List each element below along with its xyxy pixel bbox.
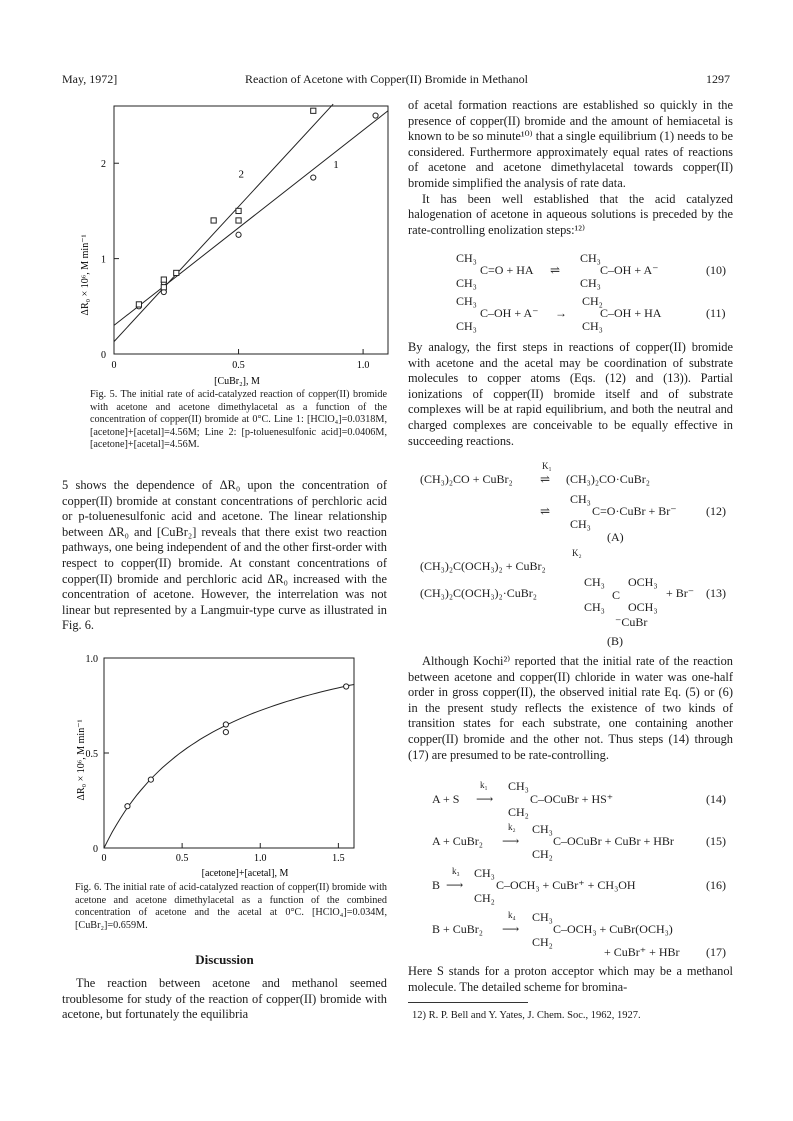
figure-6-chart [62, 650, 362, 880]
fig5-point-square [174, 270, 179, 275]
footnote-rule [408, 1002, 528, 1003]
eq11-right-mid: C–OH + HA [600, 306, 662, 320]
eq10-number: (10) [706, 263, 726, 277]
fig6-fit-curve [104, 685, 354, 849]
paragraph-halogenation: It has been well established that the acid catalyzed halogenation of acetone in aqueous solutions is preceded by the rate-controlling enolization steps:¹²⁾ [408, 191, 733, 237]
eq16-top: CH₃ [474, 866, 495, 880]
fig5-y-tick-label: 1 [101, 254, 106, 266]
eq12-constant: K₁ [542, 461, 552, 471]
eq13-top-left: CH₃ [584, 575, 605, 589]
fig5-x-tick-label: 1.0 [356, 360, 370, 371]
figure-5-chart [62, 100, 370, 400]
fig5-y-tick-label: 2 [101, 159, 106, 171]
header-title: Reaction of Acetone with Copper(II) Bromide in Methanol [245, 72, 528, 86]
right-column-bottom [408, 964, 733, 995]
left-column-bottom [62, 976, 387, 1023]
eq12-mid: C=O·CuBr + Br⁻ [592, 504, 677, 518]
fig5-point-square [161, 277, 166, 282]
eq17-lhs: B + CuBr₂ [432, 922, 483, 936]
eq17-second-line: + CuBr⁺ + HBr [604, 945, 680, 959]
eq14-top: CH₃ [508, 779, 529, 793]
fig5-x-axis-label: [CuBr₂], M [214, 376, 260, 387]
fig5-point-square [161, 285, 166, 290]
figure-6 [62, 650, 362, 885]
eq13-top-right: OCH₃ [628, 575, 658, 589]
eq15-number: (15) [706, 834, 726, 848]
fig6-point-circle [344, 684, 349, 689]
eq11-arrow: → [555, 306, 567, 320]
fig5-line-label-1: 1 [333, 159, 339, 171]
paragraph-analogy: By analogy, the first steps in reactions of copper(II) bromide with acetone and the acetal may be coordination of substrate molecules to copper atoms (Eqs. (12) and (13)). Partial ionizations of copper(II) bromide itself and of substrate complexes will be at rapid equilibrium, and both the neutral and charged complexes are conceivable to be equally effective in succeeding reactions. [408, 340, 733, 448]
figure-6-caption: Fig. 6. The initial rate of acid-catalyzed reaction of copper(II) bromide with acetone and acetone dimethylacetal as a function of the combined concentration of acetone and the acetal at 0°C. [HClO₄]=0.034M, [CuBr₂]=0.659M. [75, 882, 387, 931]
eq13-bromide: + Br⁻ [666, 586, 695, 600]
eq15-lhs: A + CuBr₂ [432, 834, 483, 848]
eq17-number: (17) [706, 945, 726, 959]
eq17-bot: CH₂ [532, 935, 553, 949]
eq11-right-top: CH₂ [582, 294, 603, 308]
eq16-mid: C–OCH₃ + CuBr⁺ + CH₃OH [496, 878, 636, 892]
eq15-constant: k₂ [508, 822, 516, 832]
paragraph-kochi: Although Kochi²⁾ reported that the initial rate of the reaction between acetone and copper(II) chloride in water was one-half order in gross copper(II), the observed initial rate Eq. (5) or (6) in the present study reflects the existence of two kinds of transition states for each substrate, one containing another copper(II) bromide and the other not. Thus steps (14) through (17) are presumed to be rate-controlling. [408, 654, 733, 762]
fig6-x-tick-label: 1.0 [254, 853, 267, 864]
fig6-data-points [125, 684, 349, 809]
fig5-y-axis-label: ΔR₀ × 10⁶, M min⁻¹ [80, 234, 91, 316]
fig5-point-circle [236, 232, 241, 237]
paragraph-proton-acceptor: Here S stands for a proton acceptor which may be a methanol molecule. The detailed scheme for bromina- [408, 964, 733, 994]
eq11-number: (11) [706, 306, 726, 320]
eq12-arrow-2: ⇌ [540, 504, 551, 518]
eq15-mid: C–OCuBr + CuBr + HBr [553, 834, 674, 848]
eq11-left-bot: CH₃ [456, 319, 477, 333]
eq14-mid: C–OCuBr + HS⁺ [530, 792, 614, 806]
fig6-y-axis-label: ΔR₀ × 10⁶, M min⁻¹ [76, 719, 87, 801]
fig5-point-circle [373, 113, 378, 118]
fig5-point-square [236, 218, 241, 223]
fig5-fit-line-2 [114, 104, 333, 342]
eq17-arrow: ⟶ [502, 922, 520, 936]
fig6-x-tick-label: 1.5 [332, 853, 345, 864]
eq10-right-top: CH₃ [580, 251, 601, 265]
eq14-constant: k₁ [480, 780, 488, 790]
eq11-left-top: CH₃ [456, 294, 477, 308]
eq15-arrow: ⟶ [502, 834, 520, 848]
eq14-bot: CH₂ [508, 805, 529, 819]
figure-5 [62, 100, 370, 405]
eq16-constant: k₃ [452, 866, 460, 876]
eq12-number: (12) [706, 504, 726, 518]
fig6-ticks [86, 654, 345, 864]
eq11-right-bot: CH₃ [582, 319, 603, 333]
eq16-number: (16) [706, 878, 726, 892]
eq13-cubr: ⁻CuBr [615, 615, 648, 629]
eq13-reactants: (CH₃)₂C(OCH₃)₂ + CuBr₂ [420, 559, 546, 573]
eq10-left-mid: C=O + HA [480, 263, 534, 277]
right-column-top [408, 98, 733, 238]
paragraph-discussion: The reaction between acetone and methanol seemed troublesome for study of the reaction of copper(II) bromide with acetone, but fortunately the equilibria [62, 976, 387, 1022]
eq12-arrow: ⇌ [540, 472, 551, 486]
fig6-point-circle [223, 730, 228, 735]
section-heading-discussion: Discussion [195, 952, 254, 967]
eq10-arrow: ⇌ [550, 263, 561, 277]
fig5-point-square [211, 218, 216, 223]
eq13-complex: (CH₃)₂C(OCH₃)₂·CuBr₂ [420, 586, 537, 600]
fig6-point-circle [125, 804, 130, 809]
eq13-label-B: (B) [607, 634, 623, 648]
eq15-bot: CH₂ [532, 847, 553, 861]
fig5-x-tick-label: 0.5 [232, 360, 245, 371]
fig6-x-axis-label: [acetone]+[acetal], M [201, 868, 289, 879]
eq14-lhs: A + S [432, 792, 460, 806]
fig6-y-tick-label: 1.0 [85, 654, 98, 665]
eq12-reactants: (CH₃)₂CO + CuBr₂ [420, 472, 513, 486]
eq17-top: CH₃ [532, 910, 553, 924]
eq10-right-mid: C–OH + A⁻ [600, 263, 659, 277]
paragraph-dependence: 5 shows the dependence of ΔR₀ upon the concentration of copper(II) bromide at constant concentrations of perchloric acid or p-toluenesulfonic acid and acetone. The linear relationship between ΔR₀ and [CuBr₂] reveals that there exist two reaction pathways, one being independent of and the other first-order with respect to copper(II) bromide. At constant concentrations of copper(II) bromide and perchloric acid ΔR₀ increased with the concentration of acetone. However, the interrelation was not linear but represented by a Langmuir-type curve as illustrated in Fig. 6. [62, 478, 387, 633]
eq17-mid: C–OCH₃ + CuBr(OCH₃) [553, 922, 673, 936]
fig6-x-tick-label: 0.5 [175, 853, 189, 864]
fig5-x-tick-label: 0 [111, 360, 117, 371]
eq17-constant: k₄ [508, 910, 516, 920]
figure-5-caption: Fig. 5. The initial rate of acid-catalyzed reaction of copper(II) bromide with acetone and acetone dimethylacetal as a function of the concentration of copper(II) bromide at 0°C. Line 1: [HClO₄]=0.0318M, [acetone]+[acetal]=4.56M; Line 2: [p-toluenesulfonic acid]=0.0406M, [acetone]+[acetal]=4.56M. [90, 389, 387, 451]
fig5-fit-line-1 [114, 111, 388, 326]
fig5-point-square [311, 108, 316, 113]
eq13-bot-right: OCH₃ [628, 600, 658, 614]
fig5-ticks [101, 159, 369, 371]
fig5-point-square [236, 208, 241, 213]
eq12-product: (CH₃)₂CO·CuBr₂ [566, 472, 650, 486]
eq10-left-top: CH₃ [456, 251, 477, 265]
eq14-arrow: ⟶ [476, 792, 494, 806]
fig5-point-square [136, 302, 141, 307]
fig6-point-circle [223, 722, 228, 727]
header-page-number: 1297 [706, 72, 730, 86]
fig5-fit-lines [114, 104, 388, 342]
eq12-bot: CH₃ [570, 517, 591, 531]
eq14-number: (14) [706, 792, 726, 806]
fig6-y-tick-label: 0 [93, 844, 98, 855]
fig6-y-tick-label: 0.5 [85, 749, 98, 760]
eq13-bot-left: CH₃ [584, 600, 605, 614]
eq10-right-bot: CH₃ [580, 276, 601, 290]
eq12-label-A: (A) [607, 530, 624, 544]
right-column-mid [408, 340, 733, 449]
eq13-carbon: C [612, 588, 621, 602]
paragraph-acetal-formation: of acetal formation reactions are established so quickly in the presence of copper(II) bromide and the amount of hemiacetal is known to be so minute¹⁰⁾ that a single equilibrium (1) needs to be considered. Furthermore approximately equal rates of reactions of acetone and acetone dimethylacetal towards copper(II) bromide simplified the analysis of rate data. [408, 98, 733, 190]
eq16-arrow: ⟶ [446, 878, 464, 892]
right-column-kochi [408, 654, 733, 763]
eq15-top: CH₃ [532, 822, 553, 836]
left-column-top [62, 478, 387, 634]
eq13-constant: K₂ [572, 548, 582, 558]
header-date: May, 1972] [62, 72, 118, 86]
fig6-plot-frame [104, 658, 354, 848]
eq10-left-bot: CH₃ [456, 276, 477, 290]
eq11-left-mid: C–OH + A⁻ [480, 306, 539, 320]
eq12-top: CH₃ [570, 492, 591, 506]
fig5-point-circle [311, 175, 316, 180]
eq16-lhs: B [432, 878, 441, 892]
fig6-point-circle [148, 777, 153, 782]
fig5-y-tick-label: 0 [101, 350, 106, 361]
fig6-x-tick-label: 0 [101, 853, 107, 864]
footnote-12: 12) R. P. Bell and Y. Yates, J. Chem. Soc., 1962, 1927. [412, 1010, 641, 1021]
eq16-bot: CH₂ [474, 891, 495, 905]
fig5-line-label-2: 2 [238, 168, 245, 181]
eq13-number: (13) [706, 586, 726, 600]
